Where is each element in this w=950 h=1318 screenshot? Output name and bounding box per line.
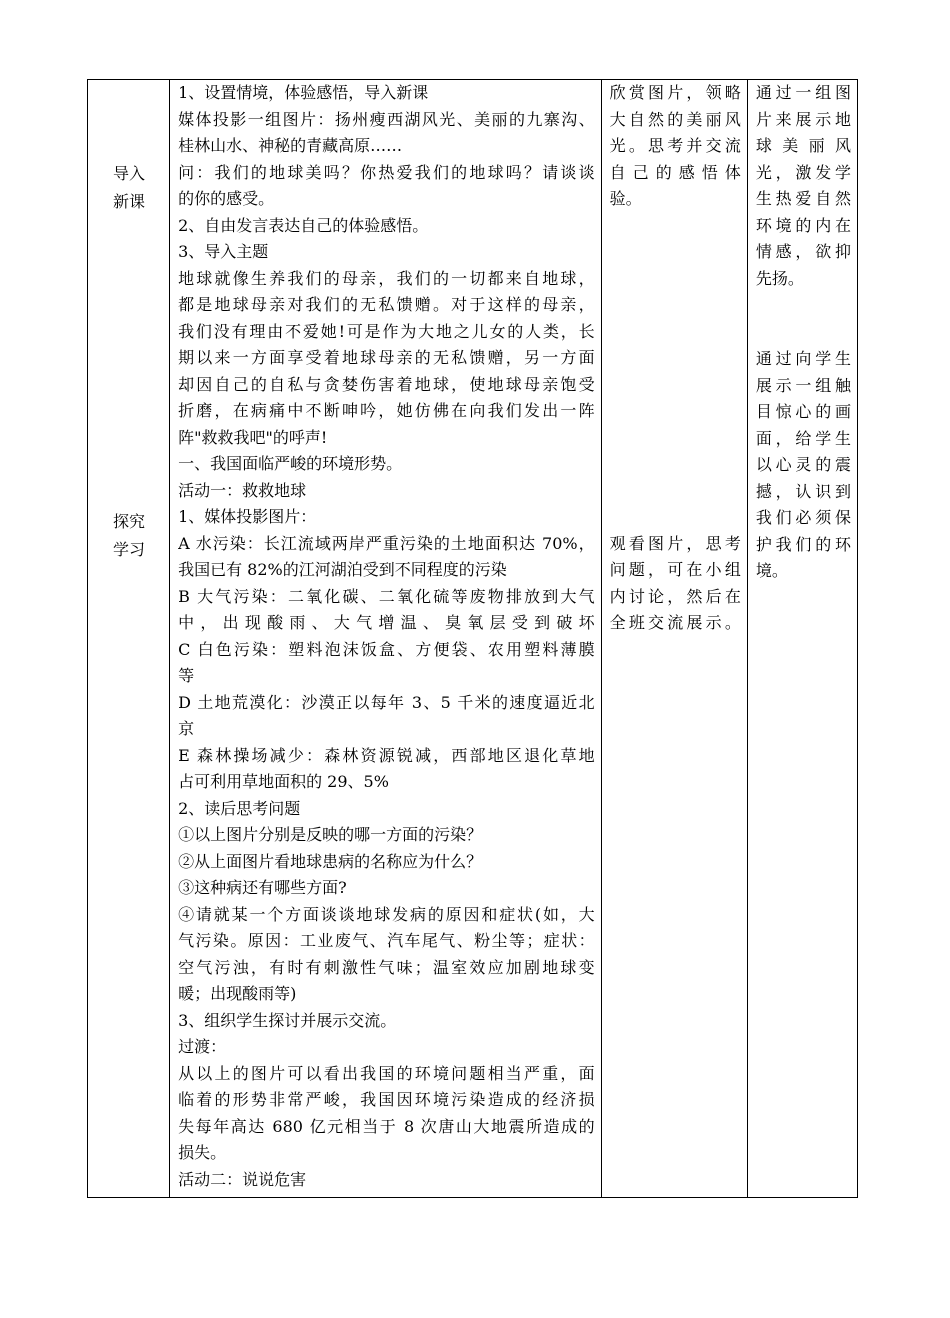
teacher-activity-line: 3、组织学生探讨并展示交流。 — [178, 1010, 397, 1030]
text-line: 欣赏图片，领略 — [609, 83, 741, 102]
text-line: 内讨论，然后在 — [609, 586, 741, 606]
teacher-activity-line: 折磨，在病痛中不断呻吟，她仿佛在向我们发出一阵 — [178, 401, 595, 420]
teacher-activity-line: 我们没有理由不爱她!可是作为大地之儿女的人类，长 — [178, 321, 595, 341]
teacher-activity-line: 却因自己的自私与贪婪伤害着地球，使地球母亲饱受 — [178, 374, 595, 394]
teacher-activity-line: ②从上面图片看地球患病的名称应为什么？ — [178, 851, 483, 871]
text-line: 全班交流展示。 — [609, 613, 741, 632]
text-line: 验。 — [609, 189, 642, 208]
design-intent-block-2 — [756, 346, 851, 585]
text-line: 先扬。 — [755, 268, 804, 288]
teacher-activity-line: 问：我们的地球美吗？你热爱我们的地球吗？请谈谈 — [178, 162, 595, 182]
text-line: 问题，可在小组 — [609, 560, 741, 579]
teacher-activity-line: B 大气污染：二氧化碳、二氧化硫等废物排放到大气 — [178, 586, 595, 606]
teacher-activity-line: E 森林操场减少：森林资源锐减，西部地区退化草地 — [178, 745, 595, 765]
teacher-activity-line: 桂林山水、神秘的青藏高原…… — [178, 136, 403, 155]
teacher-activity-line: 失每年高达 680 亿元相当于 8 次唐山大地震所造成的 — [178, 1116, 595, 1136]
teacher-activity-line: 媒体投影一组图片：扬州瘦西湖风光、美丽的九寨沟、 — [178, 109, 595, 129]
teacher-activity-line: 中，出现酸雨、大气增温、臭氧层受到破坏 — [178, 613, 595, 632]
text-line: 我们必须保 — [755, 508, 851, 527]
text-line: 光。思考并交流 — [609, 136, 741, 155]
teacher-activity-line: 气污染。原因：工业废气、汽车尾气、粉尘等；症状： — [178, 931, 595, 950]
stage-explore-line: 探究 — [112, 512, 145, 531]
teacher-activity-line: 活动一：救救地球 — [178, 480, 307, 500]
text-line: 生热爱自然 — [755, 189, 851, 208]
text-line: 通过一组图 — [755, 83, 851, 102]
text-line: 情感，欲抑 — [755, 242, 851, 261]
teacher-activity-line: D 土地荒漠化：沙漠正以每年 3、5 千米的速度逼近北 — [178, 692, 595, 712]
teacher-activity-line: 3、导入主题 — [178, 242, 269, 261]
teacher-activity-line: 暖；出现酸雨等) — [178, 984, 297, 1003]
text-line: 片来展示地 — [755, 109, 851, 129]
teacher-activity-line: 都是地球母亲对我们的无私馈赠。对于这样的母亲， — [178, 295, 595, 314]
student-activity-column — [601, 80, 747, 1198]
design-intent-column — [747, 80, 857, 1198]
teacher-activity-column — [170, 80, 602, 1198]
teacher-activity-line: 京 — [178, 719, 195, 738]
teacher-activity-text — [178, 80, 595, 1193]
teacher-activity-line: ①以上图片分别是反映的哪一方面的污染？ — [178, 825, 483, 844]
teacher-activity-line: 我国已有 82%的江河湖泊受到不同程度的污染 — [178, 560, 507, 579]
text-line: 光，激发学 — [755, 162, 851, 182]
teacher-activity-line: 阵"救救我吧"的呼声! — [178, 427, 328, 447]
teacher-activity-line: 地球就像生养我们的母亲，我们的一切都来自地球， — [178, 268, 595, 288]
student-activity-block-1 — [610, 80, 741, 213]
teacher-activity-line: 1、媒体投影图片： — [178, 507, 317, 526]
text-line: 护我们的环 — [755, 534, 851, 554]
text-line: 观看图片，思考 — [609, 533, 741, 553]
design-intent-block-1 — [756, 80, 851, 292]
teacher-activity-line: 占可利用草地面积的 29、5% — [178, 772, 389, 791]
stage-explore — [88, 508, 170, 564]
teacher-activity-line: 2、读后思考问题 — [178, 798, 301, 818]
teacher-activity-line: 过渡： — [178, 1037, 227, 1056]
text-line: 以心灵的震 — [755, 455, 851, 474]
student-activity-block-2 — [610, 531, 741, 637]
text-line: 大自然的美丽风 — [609, 109, 741, 129]
lesson-plan-table — [87, 79, 858, 1198]
teacher-activity-line: C 白色污染：塑料泡沫饭盒、方便袋、农用塑料薄膜 — [178, 639, 595, 659]
teacher-activity-line: ④请就某一个方面谈谈地球发病的原因和症状(如，大 — [178, 904, 595, 924]
text-line: 自 己 的 感 悟 体 — [609, 162, 741, 182]
teacher-activity-line: 等 — [178, 666, 195, 685]
teacher-activity-line: A 水污染：长江流域两岸严重污染的土地面积达 70%， — [178, 533, 595, 553]
text-line: 球 美 丽 风 — [755, 136, 851, 155]
teacher-activity-line: 空气污浊，有时有刺激性气味；温室效应加剧地球变 — [178, 957, 595, 977]
teacher-activity-line: 一、我国面临严峻的环境形势。 — [178, 454, 403, 473]
text-line: 境。 — [755, 561, 788, 580]
teacher-activity-line: ③这种病还有哪些方面? — [178, 878, 347, 897]
text-line: 目惊心的画 — [755, 402, 851, 421]
stage-column — [88, 80, 170, 1198]
text-line: 面，给学生 — [755, 428, 851, 448]
text-line: 通过向学生 — [755, 349, 851, 368]
stage-intro-line: 导入 — [112, 164, 145, 183]
teacher-activity-line: 期以来一方面享受着地球母亲的无私馈赠，另一方面 — [178, 348, 595, 367]
teacher-activity-line: 损失。 — [178, 1143, 227, 1162]
stage-explore-line: 学习 — [112, 540, 145, 559]
stage-intro — [88, 160, 170, 216]
teacher-activity-line: 活动二：说说危害 — [178, 1169, 307, 1189]
text-line: 环境的内在 — [755, 215, 851, 235]
teacher-activity-line: 1、设置情境，体验感悟，导入新课 — [178, 83, 429, 102]
teacher-activity-line: 2、自由发言表达自己的体验感悟。 — [178, 215, 429, 235]
lesson-row — [88, 80, 858, 1198]
text-line: 展示一组触 — [755, 375, 851, 395]
teacher-activity-line: 从以上的图片可以看出我国的环境问题相当严重，面 — [178, 1063, 595, 1083]
teacher-activity-line: 临着的形势非常严峻，我国因环境污染造成的经济损 — [178, 1090, 595, 1109]
stage-intro-line: 新课 — [112, 192, 145, 211]
teacher-activity-line: 的你的感受。 — [178, 189, 275, 208]
text-line: 撼，认识到 — [755, 481, 851, 501]
